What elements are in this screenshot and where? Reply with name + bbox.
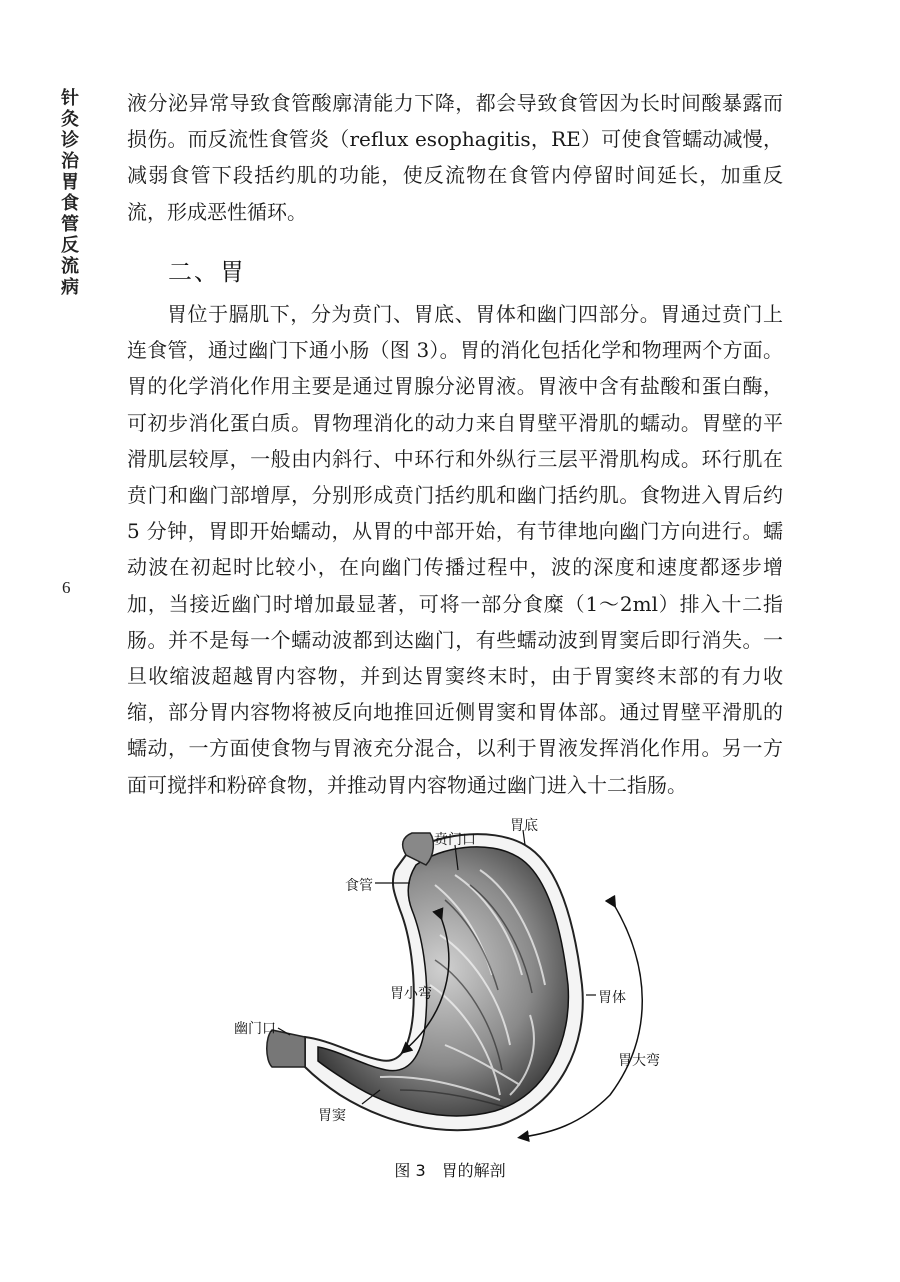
stomach-illustration [230, 815, 690, 1145]
label-cardia: 贲门口 [434, 832, 476, 848]
label-esophagus: 食管 [345, 878, 373, 894]
label-body: 胃体 [598, 990, 626, 1006]
running-head: 针灸诊治胃食管反流病 [61, 88, 79, 298]
label-greater-curvature: 胃大弯 [618, 1053, 660, 1069]
page-number: 6 [62, 578, 71, 597]
figure-caption: 图 3 胃的解剖 [394, 1161, 506, 1180]
label-pylorus: 幽门口 [234, 1021, 276, 1037]
paragraph-2: 胃位于膈肌下，分为贲门、胃底、胃体和幽门四部分。胃通过贲门上连食管，通过幽门下通小肠（图 3）。胃的消化包括化学和物理两个方面。胃的化学消化作用主要是通过胃腺分泌胃液。胃液中含有盐酸和蛋白酶，可初步消化蛋白质。胃物理消化的动力来自胃壁平滑肌的蠕动。胃壁的平滑肌层较厚，一般由内斜行、中环行和外纵行三层平滑肌构成。环行肌在贲门和幽门部增厚，分别形成贲门括约肌和幽门括约肌。食物进入胃后约 5 分钟，胃即开始蠕动，从胃的中部开始，有节律地向幽门方向进行。蠕动波在初起时比较小，在向幽门传播过程中，波的深度和速度都逐步增加，当接近幽门时增加最显著，可将一部分食糜（1～2ml）排入十二指肠。并不是每一个蠕动波都到达幽门，有些蠕动波到胃窦后即行消失。一旦收缩波超越胃内容物，并到达胃窦终末时，由于胃窦终末部的有力收缩，部分胃内容物将被反向地推回近侧胃窦和胃体部。通过胃壁平滑肌的蠕动，一方面使食物与胃液充分混合，以利于胃液发挥消化作用。另一方面可搅拌和粉碎食物，并推动胃内容物通过幽门进入十二指肠。 [127, 302, 783, 797]
paragraph-1: 液分泌异常导致食管酸廓清能力下降，都会导致食管因为长时间酸暴露而损伤。而反流性食管炎（reflux esophagitis，RE）可使食管蠕动减慢，减弱食管下段括约肌的功能，使反流物在食管内停留时间延长，加重反流，形成恶性循环。 [127, 91, 783, 224]
label-fundus: 胃底 [510, 818, 538, 834]
label-lesser-curvature: 胃小弯 [390, 986, 432, 1002]
section-heading: 二、胃 [168, 258, 246, 286]
stomach-anatomy-figure [230, 815, 690, 1145]
label-antrum: 胃窦 [318, 1108, 346, 1124]
